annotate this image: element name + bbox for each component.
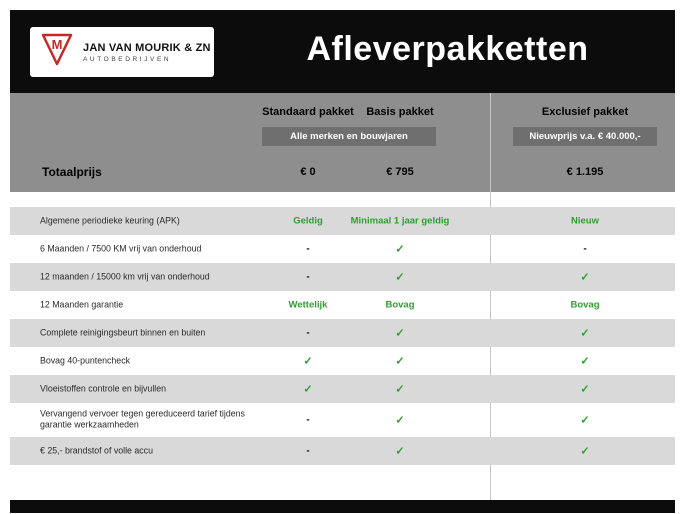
feature-label: 12 Maanden garantie [40,299,124,310]
brand-logo-icon [39,32,75,73]
feature-label: Algemene periodieke keuring (APK) [40,215,180,226]
column-header-basis: Basis pakket [366,106,434,118]
check-icon: ✓ [580,271,590,284]
table-row [10,235,675,263]
column-header-exclusief: Exclusief pakket [541,106,629,118]
check-icon: ✓ [580,414,590,427]
value-standaard: - [306,243,310,255]
feature-label: € 25,- brandstof of volle accu [40,445,153,456]
check-icon: ✓ [395,383,405,396]
check-icon: ✓ [303,383,313,396]
table-row [10,263,675,291]
check-icon: ✓ [395,414,405,427]
table-row [10,347,675,375]
check-icon: ✓ [395,243,405,256]
value-basis: Bovag [385,299,415,311]
badge-alle-merken: Alle merken en bouwjaren [262,127,436,146]
feature-table [10,207,675,465]
check-icon: ✓ [580,445,590,458]
brand-subtitle: AUTOBEDRIJVEN [83,55,172,63]
total-price-standaard: € 0 [300,166,316,178]
footer-bar [10,500,675,513]
value-basis: Minimaal 1 jaar geldig [350,215,450,227]
feature-label: Vloeistoffen controle en bijvullen [40,383,167,394]
brand-logo [30,27,214,77]
check-icon: ✓ [395,445,405,458]
total-price-label: Totaalprijs [42,165,102,179]
value-standaard: - [306,327,310,339]
table-row [10,375,675,403]
table-row [10,207,675,235]
table-row [10,403,675,437]
page-title: Afleverpakketten [306,30,589,68]
value-standaard: - [306,445,310,457]
column-header-standaard: Standaard pakket [262,106,354,118]
table-row [10,291,675,319]
check-icon: ✓ [580,327,590,340]
svg-text:M: M [51,36,63,52]
value-exclusief: Bovag [570,299,600,311]
feature-label: Vervangend vervoer tegen gereduceerd tarief tijdens garantie werkzaamheden [40,408,245,430]
total-price-basis: € 795 [386,166,414,178]
table-row [10,319,675,347]
feature-label: Bovag 40-puntencheck [40,355,130,366]
value-standaard: Geldig [293,215,323,227]
header-bar [10,10,675,93]
table-row [10,437,675,465]
check-icon: ✓ [303,355,313,368]
badge-nieuwprijs: Nieuwprijs v.a. € 40.000,- [513,127,657,146]
check-icon: ✓ [580,355,590,368]
check-icon: ✓ [395,327,405,340]
value-exclusief: - [583,243,587,255]
total-price-exclusief: € 1.195 [566,166,604,178]
check-icon: ✓ [580,383,590,396]
value-standaard: - [306,271,310,283]
value-standaard: Wettelijk [288,299,328,311]
feature-label: Complete reinigingsbeurt binnen en buiten [40,327,206,338]
value-standaard: - [306,414,310,426]
check-icon: ✓ [395,271,405,284]
feature-label: 6 Maanden / 7500 KM vrij van onderhoud [40,243,202,254]
value-exclusief: Nieuw [571,215,599,227]
brand-text [83,42,211,63]
brand-name: JAN VAN MOURIK & ZN [83,41,211,54]
check-icon: ✓ [395,355,405,368]
feature-label: 12 maanden / 15000 km vrij van onderhoud [40,271,210,282]
